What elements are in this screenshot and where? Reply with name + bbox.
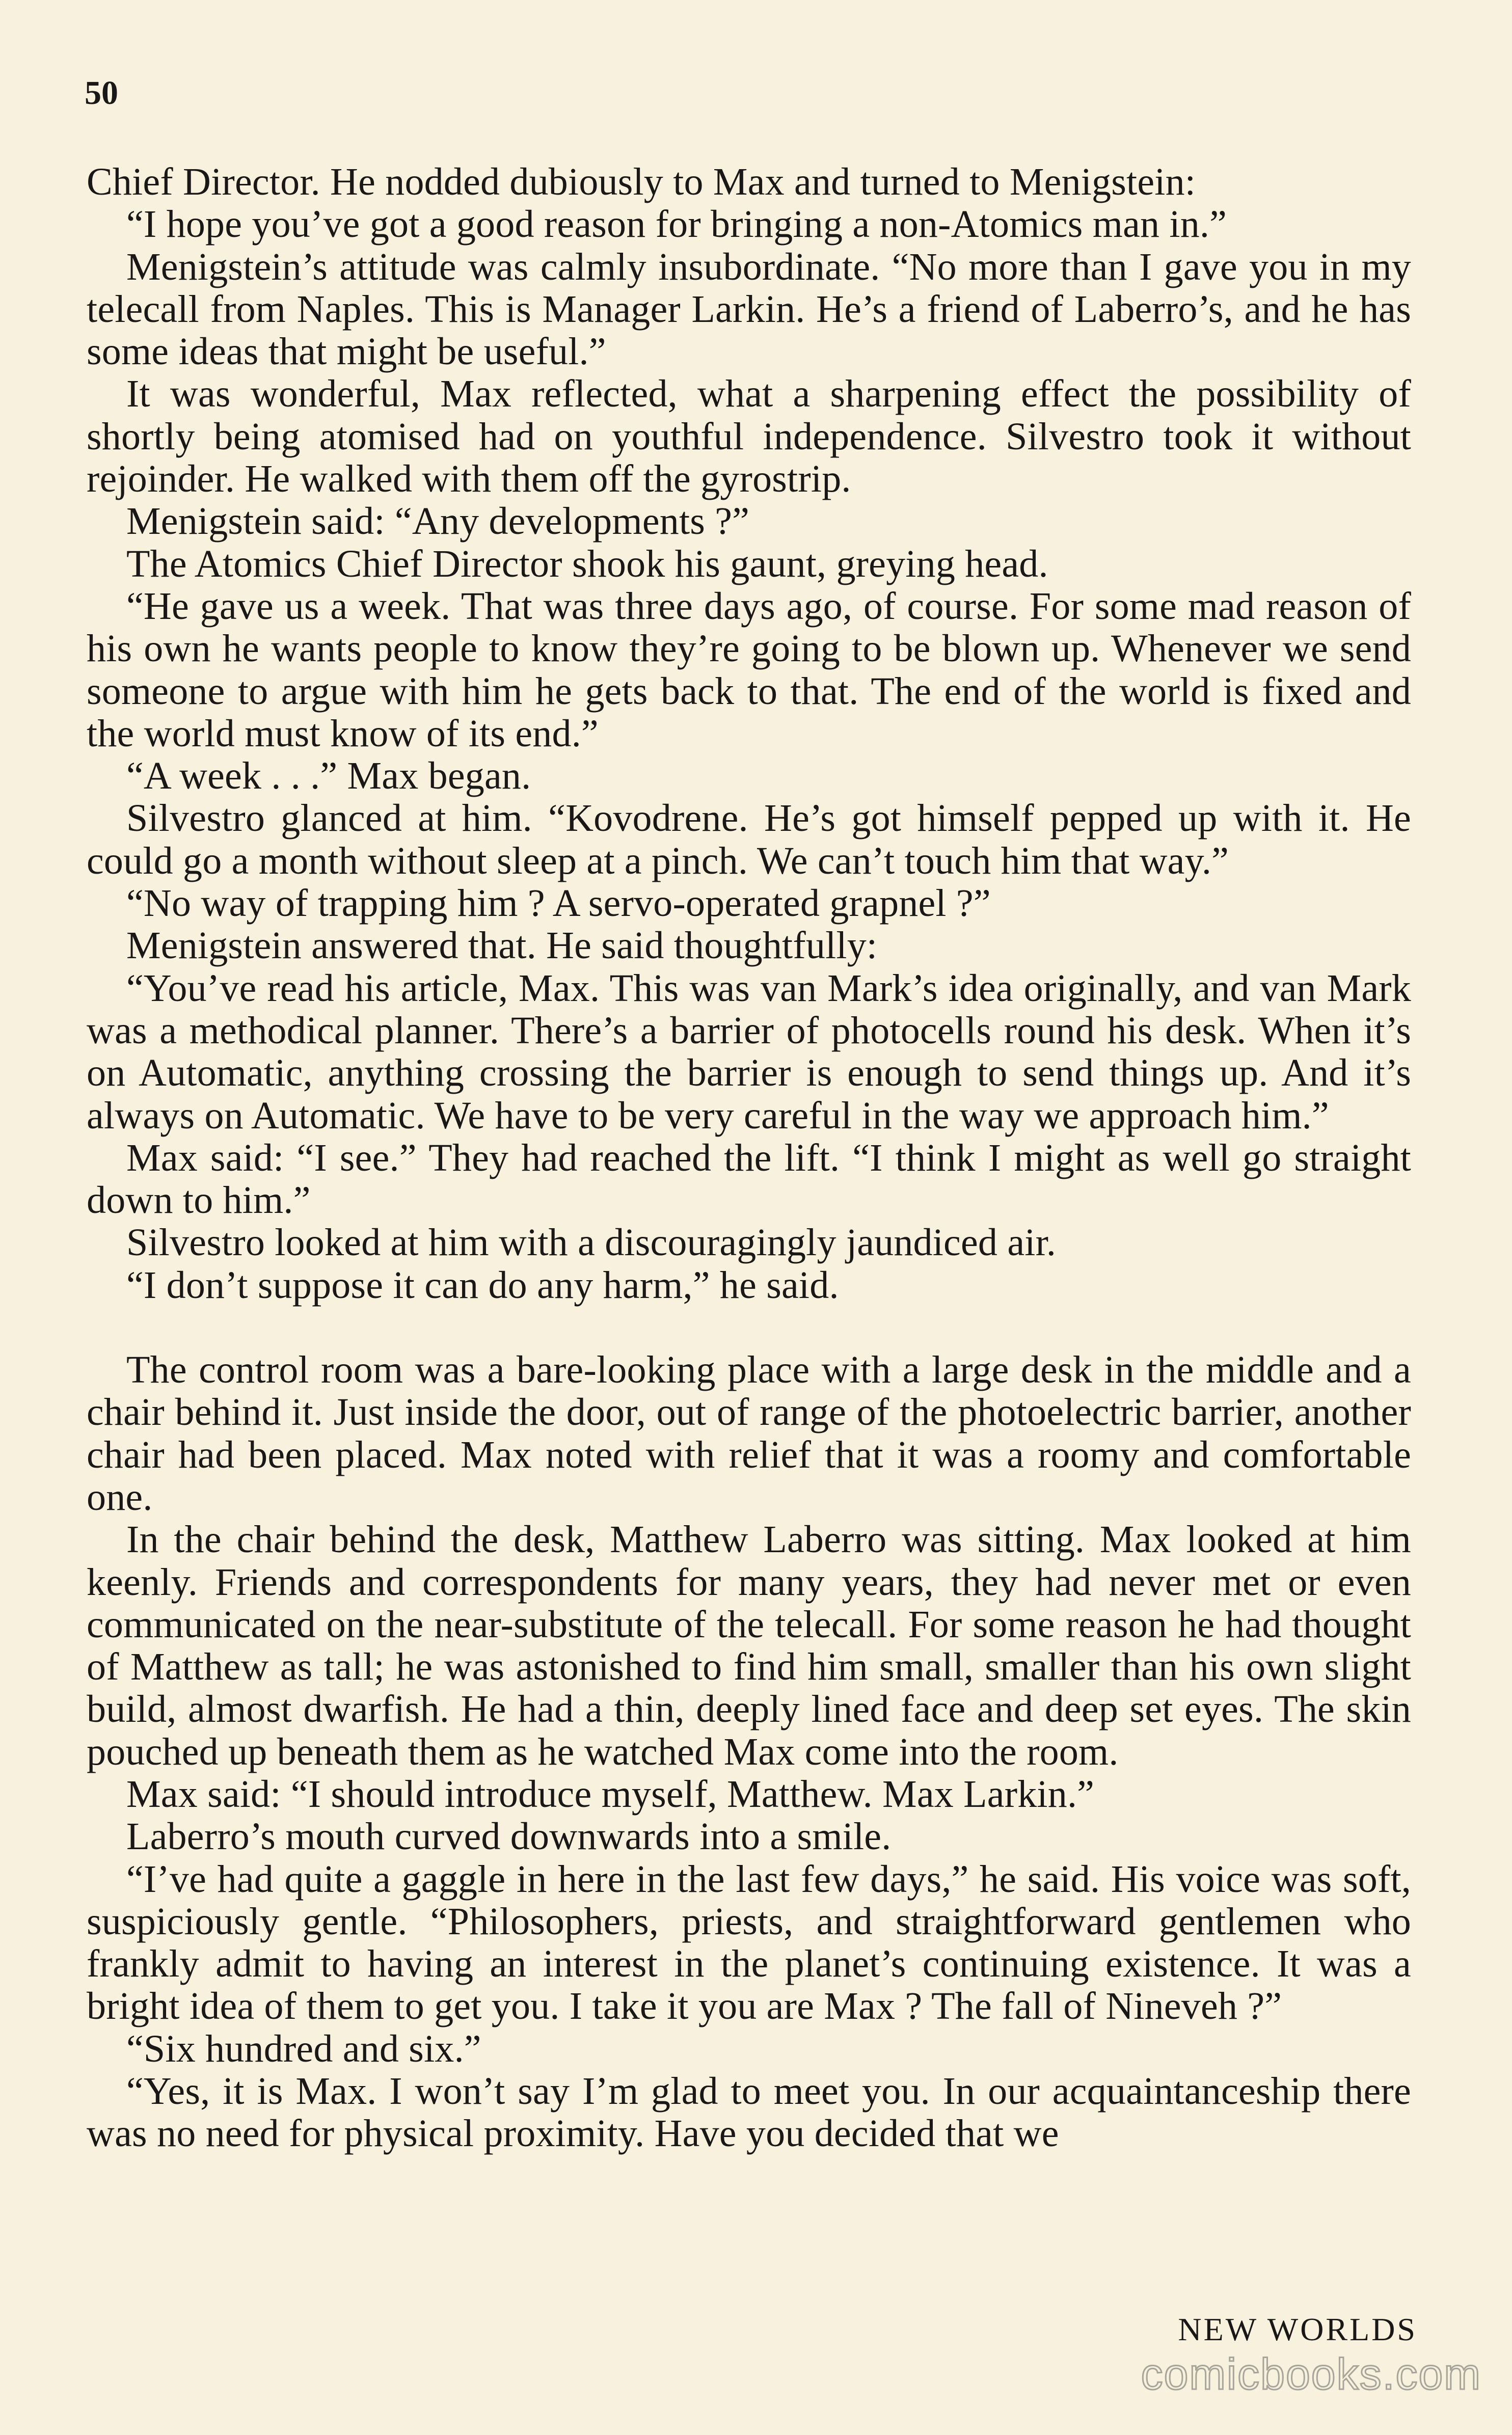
paragraph: Menigstein’s attitude was calmly insubordinate. “No more than I gave you in my telecall from Naples. This is Manager Larkin. He’s a friend of Laberro’s, and he has some ideas that might be useful.” <box>87 245 1411 373</box>
paragraph: Silvestro looked at him with a discouragingly jaundiced air. <box>126 1221 1057 1264</box>
paragraph: “I don’t suppose it can do any harm,” he said. <box>126 1263 839 1307</box>
paragraph: Max said: “I see.” They had reached the lift. “I think I might as well go straight down to him.” <box>87 1136 1411 1222</box>
paragraph: It was wonderful, Max reflected, what a sharpening effect the possibility of shortly being atomised had on youthful independence. Silvestro took it without rejoinder. He walked with them off the gyrostrip. <box>87 372 1411 501</box>
paragraph: “I’ve had quite a gaggle in here in the last few days,” he said. His voice was soft, suspiciously gentle. “Philosophers, priests, and straightforward gentlemen who frankly admit to having an interest in the planet’s continuing existence. It was a bright idea of them to get you. I take it you are Max ? The fall of Nineveh ?” <box>87 1857 1411 2028</box>
paragraph: Menigstein answered that. He said thoughtfully: <box>126 924 878 967</box>
body-text <box>87 161 1411 2155</box>
paragraph: “Yes, it is Max. I won’t say I’m glad to meet you. In our acquaintanceship there was no need for physical proximity. Have you decided that we <box>87 2070 1411 2155</box>
paragraph: “Six hundred and six.” <box>126 2027 481 2070</box>
body-section-2 <box>87 1349 1411 2155</box>
paragraph: Menigstein said: “Any developments ?” <box>126 500 750 543</box>
paragraph: Max said: “I should introduce myself, Matthew. Max Larkin.” <box>126 1772 1095 1816</box>
body-section-1 <box>87 161 1411 1307</box>
watermark: comicbooks.com <box>1141 2350 1481 2399</box>
running-footer: NEW WORLDS <box>1178 2311 1417 2347</box>
paragraph: “No way of trapping him ? A servo-operated grapnel ?” <box>126 882 991 925</box>
paragraph: “A week . . .” Max began. <box>126 754 531 798</box>
paragraph: “I hope you’ve got a good reason for bringing a non-Atomics man in.” <box>126 203 1227 246</box>
paragraph: Chief Director. He nodded dubiously to Max and turned to Menigstein: <box>87 160 1196 203</box>
paragraph: In the chair behind the desk, Matthew Laberro was sitting. Max looked at him keenly. Friends and correspondents for many years, they had never met or even communicated on the near-substitute of the telecall. For some reason he had thought of Matthew as tall; he was astonished to find him small, smaller than his own slight build, almost dwarfish. He had a thin, deeply lined face and deep set eyes. The skin pouched up beneath them as he watched Max come into the room. <box>87 1518 1411 1773</box>
paragraph: “You’ve read his article, Max. This was van Mark’s idea originally, and van Mark was a methodical planner. There’s a barrier of photocells round his desk. When it’s on Automatic, anything crossing the barrier is enough to send things up. And it’s always on Automatic. We have to be very careful in the way we approach him.” <box>87 966 1411 1137</box>
paragraph: Silvestro glanced at him. “Kovodrene. He’s got himself pepped up with it. He could go a month without sleep at a pinch. We can’t touch him that way.” <box>87 797 1411 882</box>
paragraph: “He gave us a week. That was three days ago, of course. For some mad reason of his own he wants people to know they’re going to be blown up. Whenever we send someone to argue with him he gets back to that. The end of the world is fixed and the world must know of its end.” <box>87 584 1411 755</box>
paragraph: The control room was a bare-looking place with a large desk in the middle and a chair behind it. Just inside the door, out of range of the photoelectric barrier, another chair had been placed. Max noted with relief that it was a roomy and comfortable one. <box>87 1348 1411 1519</box>
page-number: 50 <box>85 74 118 112</box>
paragraph: The Atomics Chief Director shook his gaunt, greying head. <box>126 542 1048 585</box>
section-break <box>87 1307 1411 1349</box>
paragraph: Laberro’s mouth curved downwards into a smile. <box>126 1815 892 1858</box>
